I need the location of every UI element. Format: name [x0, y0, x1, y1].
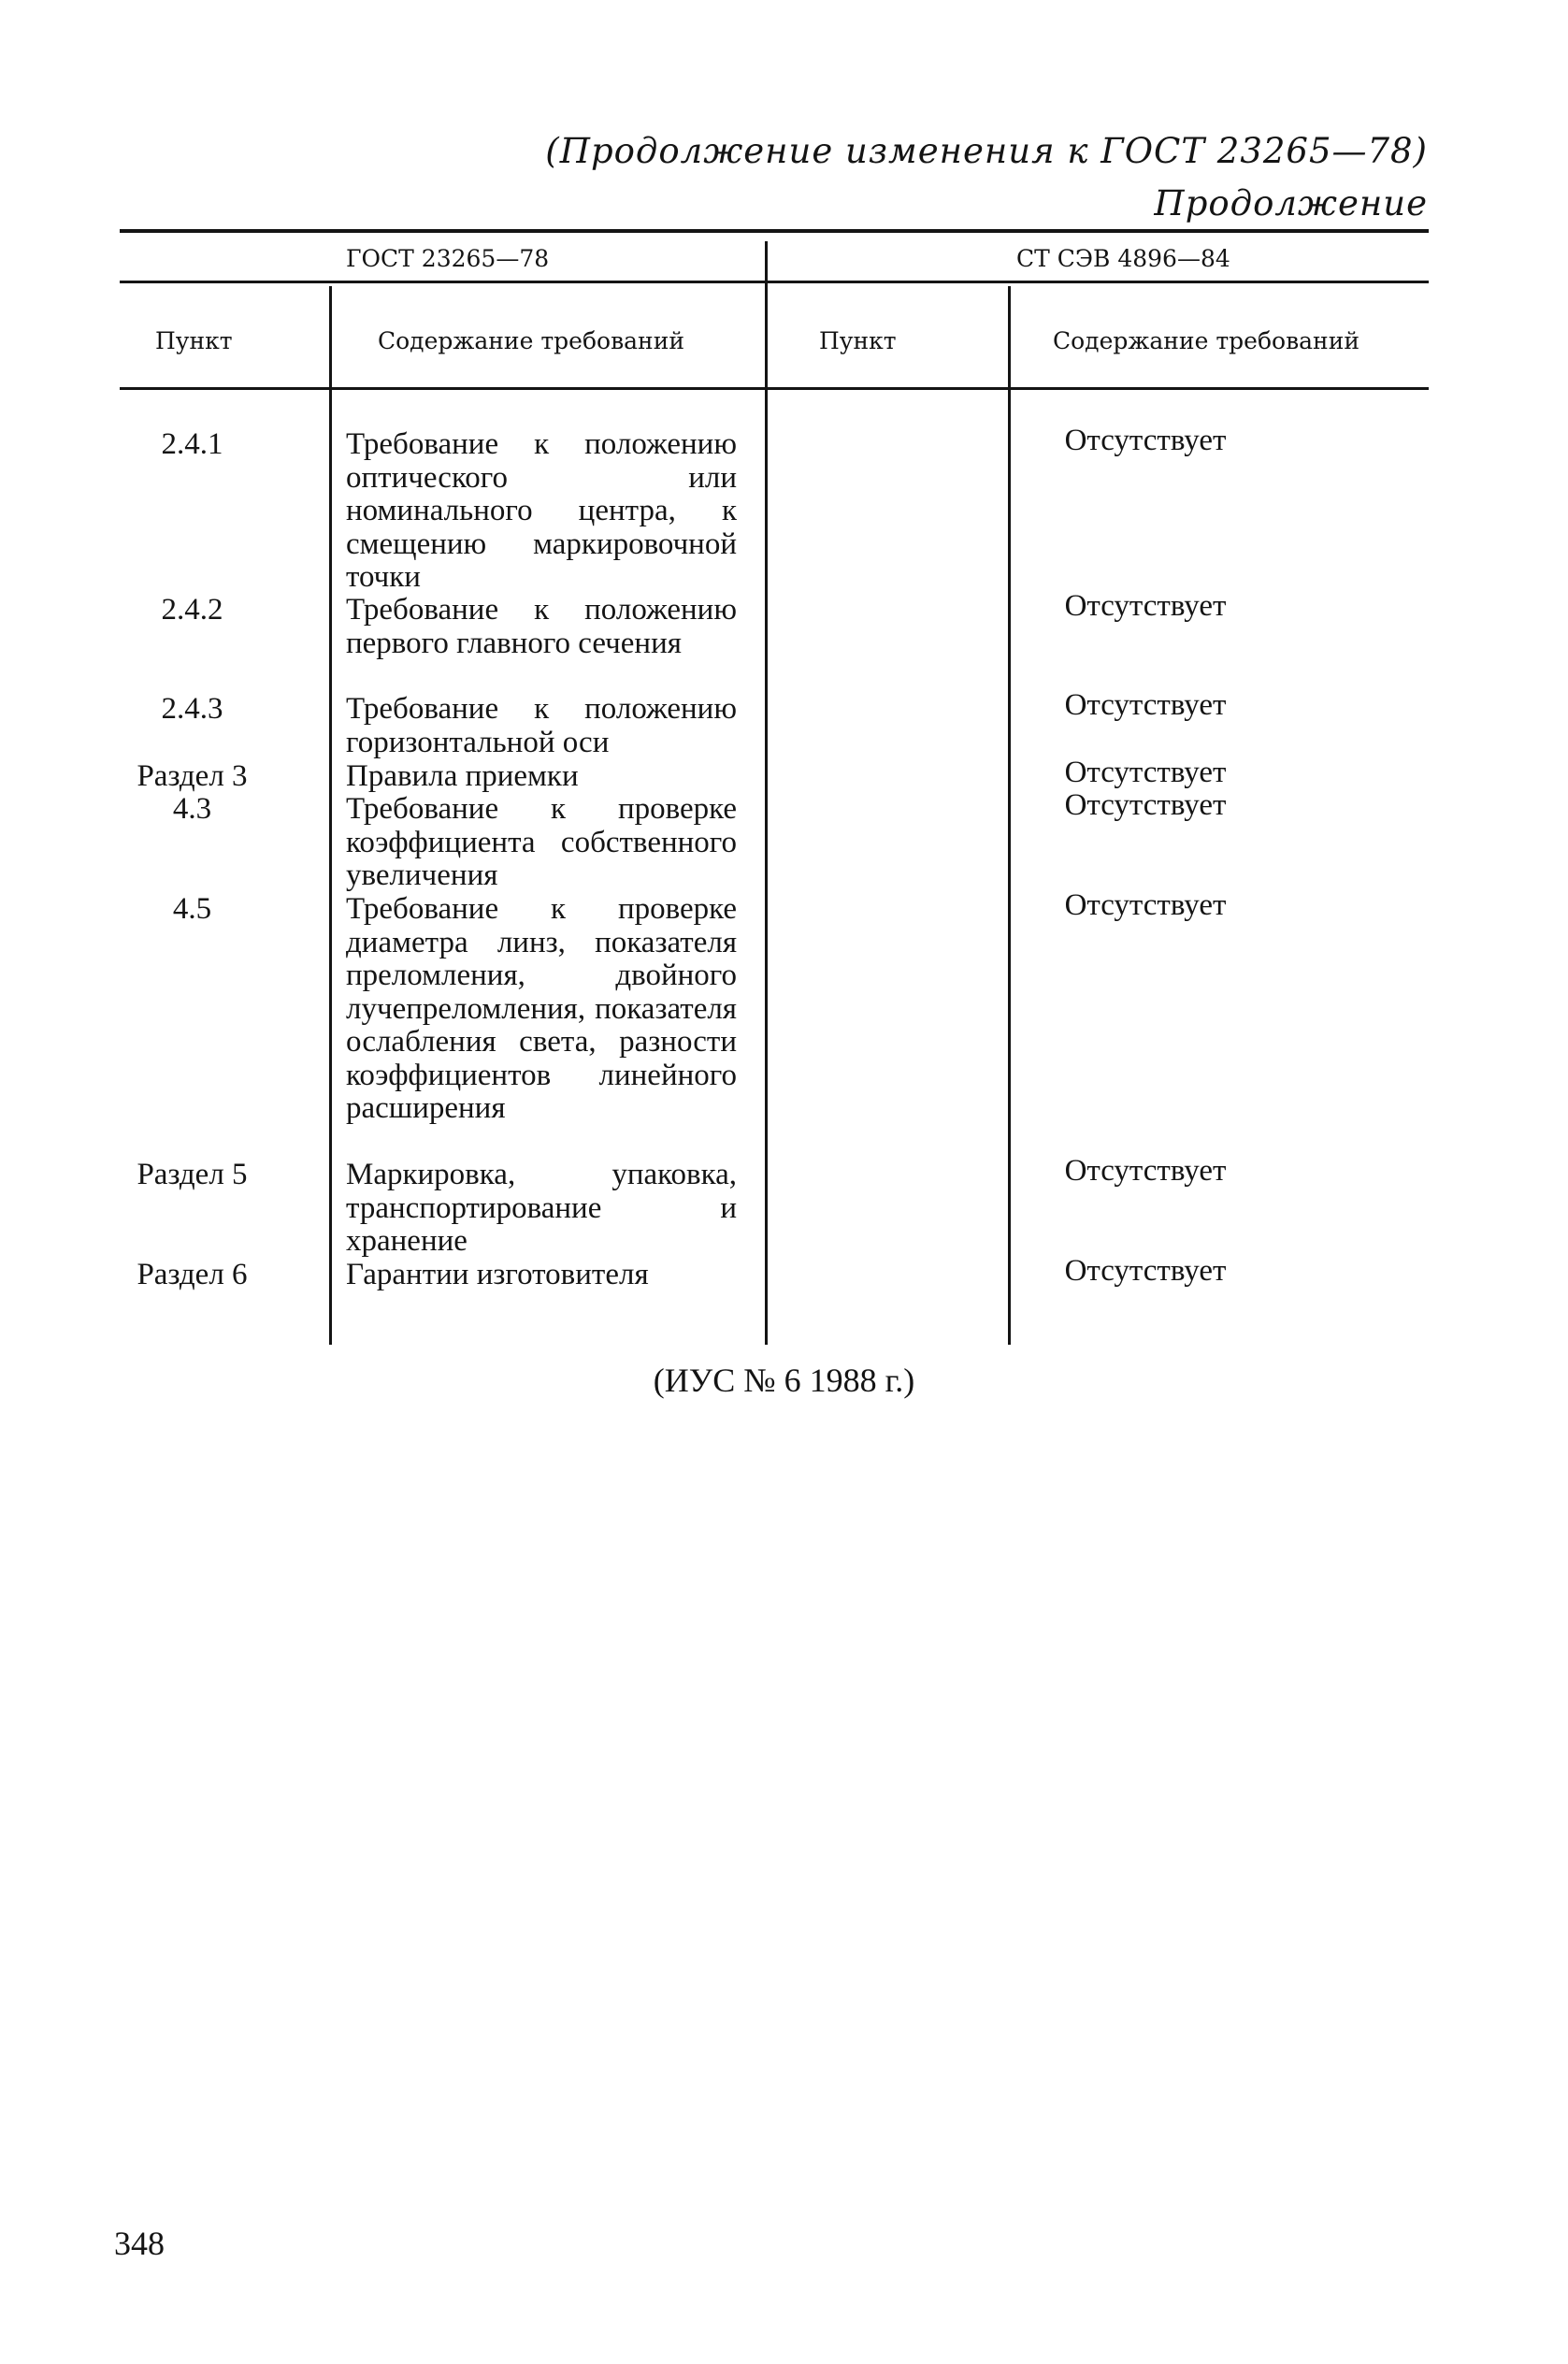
table-row-point: 4.5 [172, 892, 212, 926]
continuation-title: (Продолжение изменения к ГОСТ 23265—78) [545, 131, 1428, 171]
table-row-sev-content: Отсутствует [1064, 756, 1227, 789]
table-row-content: Требование к положению оптического или номинального центра, к смещению маркировочной точки [346, 427, 737, 594]
column-header-point: Пункт [155, 327, 233, 354]
table-row-content: Маркировка, упаковка, транспортирование и хранение [346, 1158, 737, 1258]
table-row-sev-content: Отсутствует [1064, 788, 1227, 822]
group-header-rule [120, 281, 1429, 283]
table-row-point: Раздел 6 [137, 1258, 248, 1291]
table-top-rule [120, 229, 1429, 233]
table-row-sev-content: Отсутствует [1064, 424, 1227, 457]
column-header-content-sev: Содержание требований [1053, 327, 1360, 354]
table-row-sev-content: Отсутствует [1064, 888, 1227, 922]
table-row-content: Требование к положению горизонтальной оси [346, 692, 737, 759]
column-header-content: Содержание требований [378, 327, 685, 354]
table-divider-center [765, 241, 768, 1345]
table-row-content: Правила приемки [346, 759, 579, 793]
table-row-point: 4.3 [172, 792, 212, 826]
group-header-st-sev: СТ СЭВ 4896—84 [1016, 245, 1230, 272]
table-row-point: 2.4.2 [161, 593, 223, 627]
table-row-point: Раздел 3 [137, 759, 248, 793]
page-number: 348 [114, 2225, 165, 2262]
continuation-label: Продолжение [1154, 183, 1428, 223]
table-row-content: Требование к проверке коэффициента собственного увеличения [346, 792, 737, 892]
table-row-sev-content: Отсутствует [1064, 1154, 1227, 1188]
table-divider-left [329, 286, 332, 1345]
table-row-content: Гарантии изготовителя [346, 1258, 649, 1291]
table-row-point: 2.4.1 [161, 427, 223, 461]
column-header-point-sev: Пункт [819, 327, 897, 354]
table-row-point: 2.4.3 [161, 692, 223, 726]
table-row-sev-content: Отсутствует [1064, 589, 1227, 623]
column-header-rule [120, 387, 1429, 390]
table-row-content: Требование к положению первого главного сечения [346, 593, 737, 660]
table-row-sev-content: Отсутствует [1064, 688, 1227, 722]
table-row-point: Раздел 5 [137, 1158, 248, 1191]
source-note: (ИУС № 6 1988 г.) [653, 1362, 915, 1399]
group-header-gost: ГОСТ 23265—78 [346, 245, 550, 272]
table-row-sev-content: Отсутствует [1064, 1254, 1227, 1288]
table-row-content: Требование к проверке диаметра линз, показателя преломления, двойного лучепреломления, показателя ослабления света, разности коэффициентов линейного расширения [346, 892, 737, 1125]
